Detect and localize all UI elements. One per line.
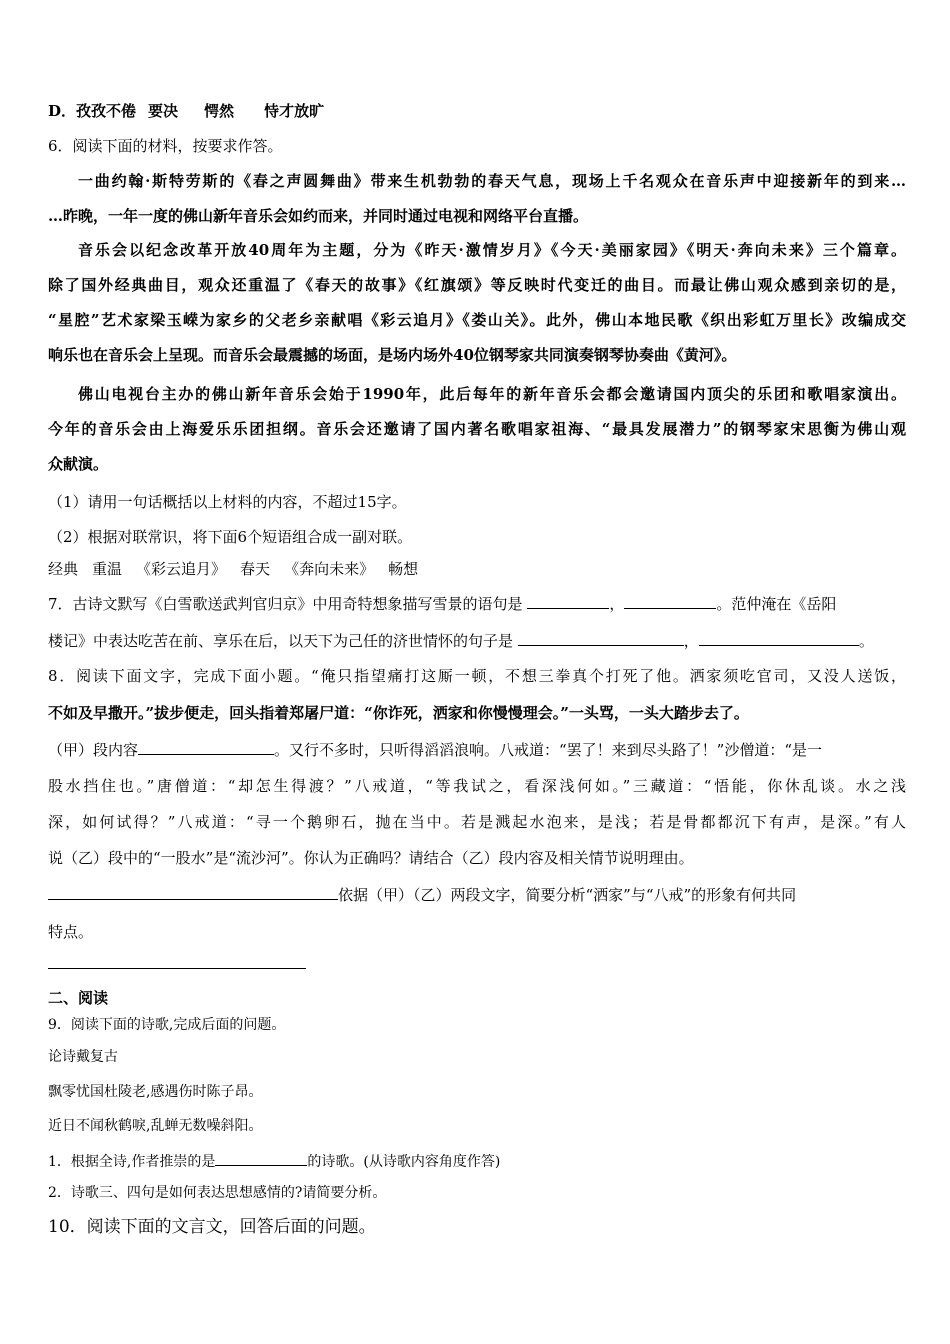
question-8-line: 8．阅读下面文字，完成下面小题。“俺只指望痛打这厮一顿，不想三拳真个打死了他。洒家须吃官司，又没人送饭， [48,667,906,685]
question-8-line: 深，如何试得？”八戒道：“寻一个鹅卵石，抛在当中。若是溅起水泡来，是浅；若是骨都都沉下有声，是深。”有人 [48,813,906,831]
question-9-sub-2: 2．诗歌三、四句是如何表达思想感情的?请简要分析。 [48,1185,387,1201]
phrase-list [48,559,906,579]
question-text: 依据（甲）（乙）两段文字，简要分析“洒家”与“八戒”的形象有何共同 [338,886,797,904]
phrase: 经典 [48,560,79,578]
question-9-title: 9．阅读下面的诗歌,完成后面的问题。 [48,1017,286,1033]
punct: ， [683,632,699,650]
section-title: 二、阅读 [48,989,109,1007]
question-8-line [48,739,906,760]
question-8-line: 特点。 [48,923,94,941]
paragraph-line: 今年的音乐会由上海爱乐乐团担纲。音乐会还邀请了国内著名歌唱家祖海、“最具发展潜力”的钢琴家宋思衡为佛山观 [48,420,906,438]
paragraph-line: 响乐也在音乐会上呈现。而音乐会最震撼的场面，是场内场外40位钢琴家共同演奏钢琴协奏曲《黄河》。 [48,346,737,364]
sub-question-1: （1）请用一句话概括以上材料的内容，不超过15字。 [48,493,407,511]
paragraph-line: 一曲约翰·斯特劳斯的《春之声圆舞曲》带来生机勃勃的春天气息，现场上千名观众在音乐声中迎接新年的到来… [78,172,906,190]
question-9-sub-1 [48,1150,906,1172]
poem-title: 论诗戴复古 [48,1049,118,1065]
phrase: 春天 [240,560,271,578]
answer-blank[interactable] [527,593,609,609]
answer-blank[interactable] [48,884,338,900]
answer-blank[interactable] [215,1150,307,1166]
paragraph-line: “星腔”艺术家梁玉嵘为家乡的父老乡亲献唱《彩云追月》《娄山关》。此外，佛山本地民歌《织出彩虹万里长》改编成交 [48,311,906,329]
punct: ， [609,595,625,613]
question-10-title: 10．阅读下面的文言文，回答后面的问题。 [48,1217,376,1237]
question-text: 楼记》中表达吃苦在前、享乐在后，以天下为己任的济世情怀的句子是 [48,632,514,650]
paragraph-line: 众献演。 [48,455,109,473]
question-7-line [48,593,906,614]
answer-blank[interactable] [138,739,274,755]
phrase: 《奔向未来》 [284,560,375,578]
phrase: 重温 [92,560,123,578]
question-text: 的诗歌。(从诗歌内容角度作答) [307,1154,501,1170]
question-6-title: 6．阅读下面的材料，按要求作答。 [48,137,283,155]
question-8-line: 不如及早撒开。”拔步便走，回头指着郑屠尸道：“你诈死，洒家和你慢慢理会。”一头骂，一头大踏步去了。 [48,704,749,722]
option-item: 要决 [148,102,179,120]
paragraph-line: 除了国外经典曲目，观众还重温了《春天的故事》《红旗颂》等反映时代变迁的曲目。而最让佛山观众感到亲切的是， [48,276,906,294]
question-8-line [48,884,906,905]
phrase: 畅想 [388,560,419,578]
poem-line: 飘零忧国杜陵老,感遇伤时陈子昂。 [48,1084,263,1100]
answer-line[interactable] [48,968,306,969]
punct: 。 [858,632,874,650]
phrase: 《彩云追月》 [136,560,227,578]
paragraph-line: 佛山电视台主办的佛山新年音乐会始于1990年，此后每年的新年音乐会都会邀请国内顶尖的乐团和歌唱家演出。 [78,385,906,403]
option-item: 孜孜不倦 [76,102,137,120]
sub-question-2: （2）根据对联常识，将下面6个短语组合成一副对联。 [48,528,413,546]
question-text: （甲）段内容 [48,741,139,759]
question-text: 7．古诗文默写《白雪歌送武判官归京》中用奇特想象描写雪景的语句是 [48,595,523,613]
option-item: 愕然 [204,102,235,120]
question-text: 。又行不多时，只听得滔滔浪响。八戒道：“罢了！来到尽头路了！”沙僧道：“是一 [274,741,823,759]
answer-blank[interactable] [624,593,716,609]
question-text: 。范仲淹在《岳阳 [716,595,837,613]
question-8-line: 股水挡住也。”唐僧道：“却怎生得渡？”八戒道，“等我试之，看深浅何如。”三藏道：“悟能，你休乱谈。水之浅 [48,777,906,795]
question-8-line: 说（乙）段中的“一股水”是“流沙河”。你认为正确吗？请结合（乙）段内容及相关情节说明理由。 [48,849,694,867]
option-item: 恃才放旷 [264,102,325,120]
poem-line: 近日不闻秋鹤唳,乱蝉无数噪斜阳。 [48,1118,263,1134]
answer-blank[interactable] [699,630,859,646]
option-d [48,101,906,121]
answer-blank[interactable] [518,630,684,646]
paragraph-line: …昨晚，一年一度的佛山新年音乐会如约而来，并同时通过电视和网络平台直播。 [48,207,589,225]
option-label: D． [48,102,77,120]
question-text: 1．根据全诗,作者推崇的是 [48,1154,216,1170]
paragraph-line: 音乐会以纪念改革开放40周年为主题，分为《昨天·激情岁月》《今天·美丽家园》《明天·奔向未来》三个篇章。 [78,241,906,259]
question-7-line [48,630,906,651]
